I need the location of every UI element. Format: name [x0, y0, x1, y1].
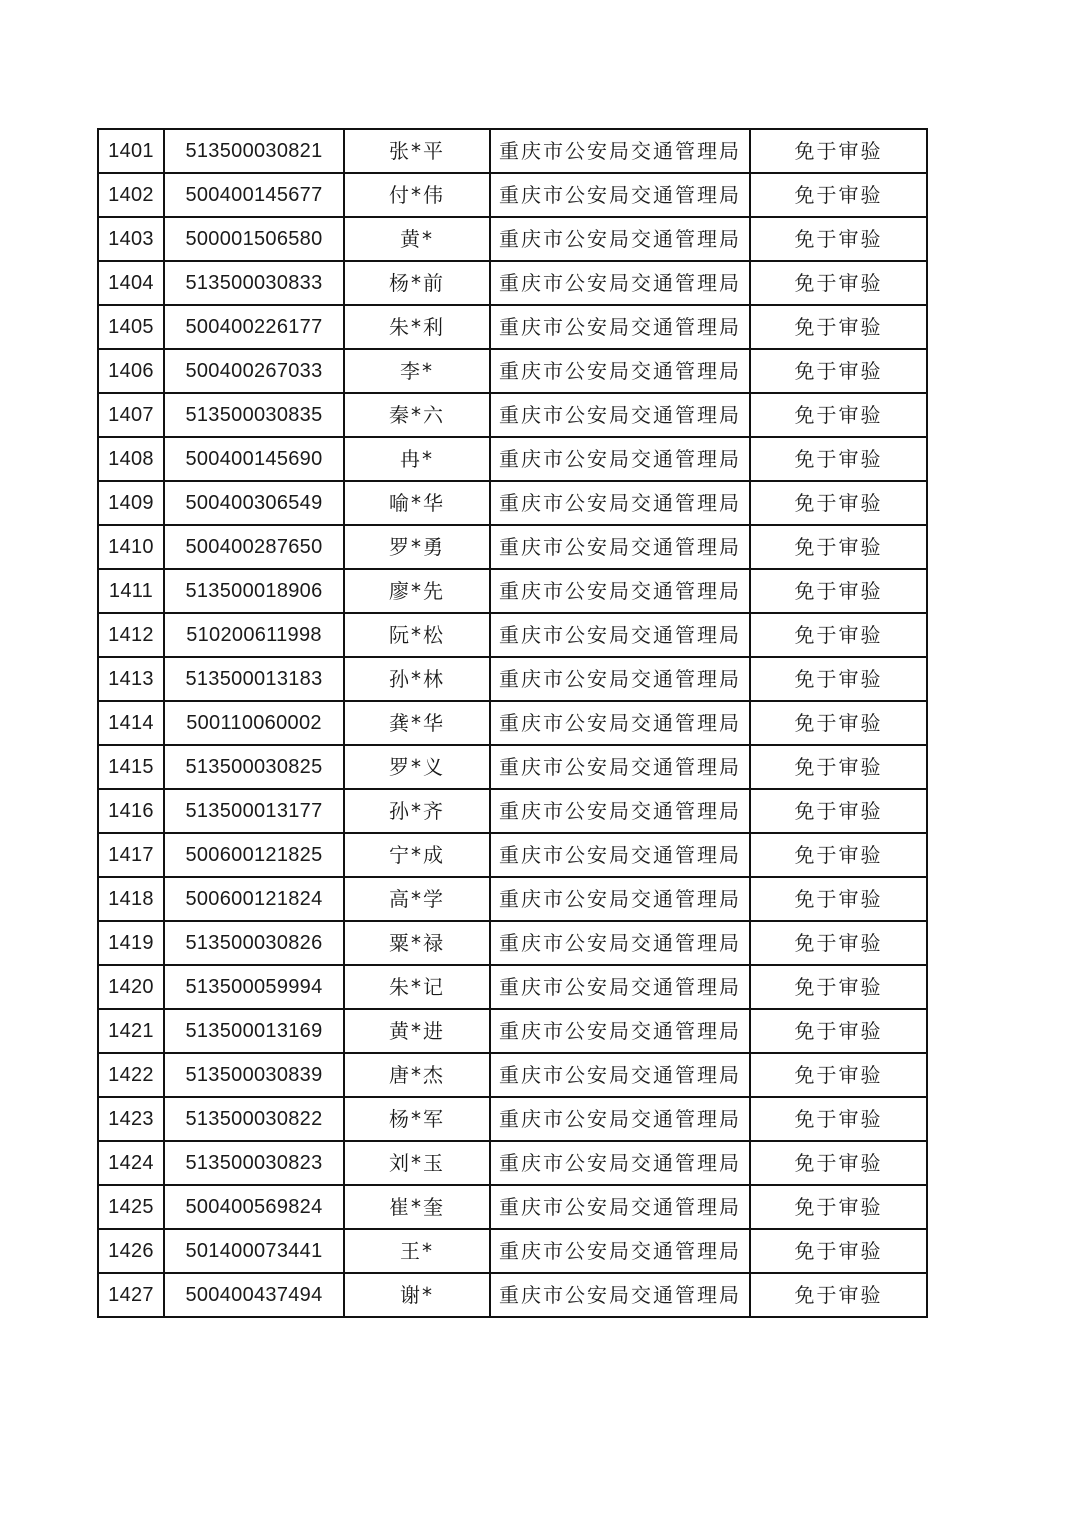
- status-cell: 免于审验: [750, 481, 927, 525]
- status-cell: 免于审验: [750, 525, 927, 569]
- id-number-cell: 513500013183: [164, 657, 344, 701]
- seq-cell: 1418: [98, 877, 164, 921]
- table-row: [98, 129, 927, 173]
- table-row: [98, 745, 927, 789]
- id-number-cell: 500400306549: [164, 481, 344, 525]
- id-number-cell: 500001506580: [164, 217, 344, 261]
- name-cell: 孙*齐: [344, 789, 490, 833]
- seq-cell: 1404: [98, 261, 164, 305]
- id-number-cell: 500400145677: [164, 173, 344, 217]
- seq-cell: 1403: [98, 217, 164, 261]
- seq-cell: 1425: [98, 1185, 164, 1229]
- status-cell: 免于审验: [750, 921, 927, 965]
- table-row: [98, 349, 927, 393]
- authority-cell: 重庆市公安局交通管理局: [490, 569, 750, 613]
- seq-cell: 1406: [98, 349, 164, 393]
- name-cell: 龚*华: [344, 701, 490, 745]
- id-number-cell: 513500018906: [164, 569, 344, 613]
- authority-cell: 重庆市公安局交通管理局: [490, 261, 750, 305]
- id-number-cell: 513500030825: [164, 745, 344, 789]
- status-cell: 免于审验: [750, 437, 927, 481]
- authority-cell: 重庆市公安局交通管理局: [490, 1053, 750, 1097]
- status-cell: 免于审验: [750, 305, 927, 349]
- name-cell: 朱*记: [344, 965, 490, 1009]
- authority-cell: 重庆市公安局交通管理局: [490, 613, 750, 657]
- table-row: [98, 1141, 927, 1185]
- table-body: [98, 129, 927, 1317]
- status-cell: 免于审验: [750, 1053, 927, 1097]
- status-cell: 免于审验: [750, 657, 927, 701]
- name-cell: 崔*奎: [344, 1185, 490, 1229]
- id-number-cell: 500400287650: [164, 525, 344, 569]
- table-row: [98, 261, 927, 305]
- seq-cell: 1423: [98, 1097, 164, 1141]
- name-cell: 黄*: [344, 217, 490, 261]
- id-number-cell: 513500030826: [164, 921, 344, 965]
- name-cell: 谢*: [344, 1273, 490, 1317]
- authority-cell: 重庆市公安局交通管理局: [490, 745, 750, 789]
- authority-cell: 重庆市公安局交通管理局: [490, 921, 750, 965]
- status-cell: 免于审验: [750, 1185, 927, 1229]
- status-cell: 免于审验: [750, 393, 927, 437]
- table-row: [98, 1229, 927, 1273]
- name-cell: 杨*前: [344, 261, 490, 305]
- name-cell: 罗*勇: [344, 525, 490, 569]
- id-number-cell: 513500030821: [164, 129, 344, 173]
- table-row: [98, 525, 927, 569]
- seq-cell: 1416: [98, 789, 164, 833]
- authority-cell: 重庆市公安局交通管理局: [490, 437, 750, 481]
- id-number-cell: 500600121825: [164, 833, 344, 877]
- seq-cell: 1417: [98, 833, 164, 877]
- name-cell: 宁*成: [344, 833, 490, 877]
- status-cell: 免于审验: [750, 1273, 927, 1317]
- id-number-cell: 500110060002: [164, 701, 344, 745]
- status-cell: 免于审验: [750, 965, 927, 1009]
- authority-cell: 重庆市公安局交通管理局: [490, 657, 750, 701]
- status-cell: 免于审验: [750, 613, 927, 657]
- authority-cell: 重庆市公安局交通管理局: [490, 129, 750, 173]
- status-cell: 免于审验: [750, 1097, 927, 1141]
- authority-cell: 重庆市公安局交通管理局: [490, 1097, 750, 1141]
- id-number-cell: 500600121824: [164, 877, 344, 921]
- authority-cell: 重庆市公安局交通管理局: [490, 965, 750, 1009]
- status-cell: 免于审验: [750, 173, 927, 217]
- id-number-cell: 513500030823: [164, 1141, 344, 1185]
- authority-cell: 重庆市公安局交通管理局: [490, 173, 750, 217]
- id-number-cell: 500400145690: [164, 437, 344, 481]
- seq-cell: 1422: [98, 1053, 164, 1097]
- table-row: [98, 1053, 927, 1097]
- authority-cell: 重庆市公安局交通管理局: [490, 525, 750, 569]
- id-number-cell: 513500030833: [164, 261, 344, 305]
- status-cell: 免于审验: [750, 1009, 927, 1053]
- id-number-cell: 500400437494: [164, 1273, 344, 1317]
- seq-cell: 1426: [98, 1229, 164, 1273]
- authority-cell: 重庆市公安局交通管理局: [490, 393, 750, 437]
- seq-cell: 1421: [98, 1009, 164, 1053]
- seq-cell: 1402: [98, 173, 164, 217]
- table-row: [98, 921, 927, 965]
- table-row: [98, 965, 927, 1009]
- seq-cell: 1405: [98, 305, 164, 349]
- id-number-cell: 513500013169: [164, 1009, 344, 1053]
- status-cell: 免于审验: [750, 129, 927, 173]
- seq-cell: 1420: [98, 965, 164, 1009]
- seq-cell: 1407: [98, 393, 164, 437]
- authority-cell: 重庆市公安局交通管理局: [490, 1273, 750, 1317]
- table-row: [98, 173, 927, 217]
- id-number-cell: 501400073441: [164, 1229, 344, 1273]
- seq-cell: 1409: [98, 481, 164, 525]
- name-cell: 朱*利: [344, 305, 490, 349]
- status-cell: 免于审验: [750, 1229, 927, 1273]
- seq-cell: 1427: [98, 1273, 164, 1317]
- table-row: [98, 613, 927, 657]
- status-cell: 免于审验: [750, 349, 927, 393]
- table-row: [98, 1097, 927, 1141]
- id-number-cell: 510200611998: [164, 613, 344, 657]
- record-table: [97, 128, 928, 1318]
- name-cell: 阮*松: [344, 613, 490, 657]
- status-cell: 免于审验: [750, 569, 927, 613]
- table-row: [98, 877, 927, 921]
- authority-cell: 重庆市公安局交通管理局: [490, 217, 750, 261]
- table-row: [98, 569, 927, 613]
- table-row: [98, 833, 927, 877]
- status-cell: 免于审验: [750, 789, 927, 833]
- name-cell: 高*学: [344, 877, 490, 921]
- id-number-cell: 500400267033: [164, 349, 344, 393]
- name-cell: 唐*杰: [344, 1053, 490, 1097]
- name-cell: 孙*林: [344, 657, 490, 701]
- seq-cell: 1408: [98, 437, 164, 481]
- authority-cell: 重庆市公安局交通管理局: [490, 789, 750, 833]
- name-cell: 喻*华: [344, 481, 490, 525]
- table-row: [98, 789, 927, 833]
- name-cell: 刘*玉: [344, 1141, 490, 1185]
- table-row: [98, 657, 927, 701]
- authority-cell: 重庆市公安局交通管理局: [490, 1141, 750, 1185]
- authority-cell: 重庆市公安局交通管理局: [490, 833, 750, 877]
- seq-cell: 1410: [98, 525, 164, 569]
- seq-cell: 1413: [98, 657, 164, 701]
- table-row: [98, 701, 927, 745]
- authority-cell: 重庆市公安局交通管理局: [490, 349, 750, 393]
- name-cell: 李*: [344, 349, 490, 393]
- id-number-cell: 513500030839: [164, 1053, 344, 1097]
- status-cell: 免于审验: [750, 745, 927, 789]
- table-row: [98, 1185, 927, 1229]
- table-row: [98, 437, 927, 481]
- name-cell: 王*: [344, 1229, 490, 1273]
- name-cell: 廖*先: [344, 569, 490, 613]
- seq-cell: 1411: [98, 569, 164, 613]
- name-cell: 杨*军: [344, 1097, 490, 1141]
- id-number-cell: 513500059994: [164, 965, 344, 1009]
- name-cell: 粟*禄: [344, 921, 490, 965]
- id-number-cell: 513500030822: [164, 1097, 344, 1141]
- seq-cell: 1401: [98, 129, 164, 173]
- authority-cell: 重庆市公安局交通管理局: [490, 701, 750, 745]
- authority-cell: 重庆市公安局交通管理局: [490, 481, 750, 525]
- table-row: [98, 481, 927, 525]
- name-cell: 张*平: [344, 129, 490, 173]
- status-cell: 免于审验: [750, 1141, 927, 1185]
- seq-cell: 1424: [98, 1141, 164, 1185]
- seq-cell: 1414: [98, 701, 164, 745]
- name-cell: 黄*进: [344, 1009, 490, 1053]
- authority-cell: 重庆市公安局交通管理局: [490, 1185, 750, 1229]
- authority-cell: 重庆市公安局交通管理局: [490, 1009, 750, 1053]
- seq-cell: 1412: [98, 613, 164, 657]
- id-number-cell: 513500013177: [164, 789, 344, 833]
- name-cell: 付*伟: [344, 173, 490, 217]
- id-number-cell: 513500030835: [164, 393, 344, 437]
- id-number-cell: 500400569824: [164, 1185, 344, 1229]
- status-cell: 免于审验: [750, 877, 927, 921]
- table-row: [98, 217, 927, 261]
- status-cell: 免于审验: [750, 833, 927, 877]
- status-cell: 免于审验: [750, 701, 927, 745]
- seq-cell: 1419: [98, 921, 164, 965]
- id-number-cell: 500400226177: [164, 305, 344, 349]
- name-cell: 秦*六: [344, 393, 490, 437]
- table-row: [98, 393, 927, 437]
- authority-cell: 重庆市公安局交通管理局: [490, 877, 750, 921]
- name-cell: 冉*: [344, 437, 490, 481]
- table-row: [98, 305, 927, 349]
- seq-cell: 1415: [98, 745, 164, 789]
- authority-cell: 重庆市公安局交通管理局: [490, 1229, 750, 1273]
- table-row: [98, 1009, 927, 1053]
- status-cell: 免于审验: [750, 217, 927, 261]
- table-row: [98, 1273, 927, 1317]
- status-cell: 免于审验: [750, 261, 927, 305]
- name-cell: 罗*义: [344, 745, 490, 789]
- authority-cell: 重庆市公安局交通管理局: [490, 305, 750, 349]
